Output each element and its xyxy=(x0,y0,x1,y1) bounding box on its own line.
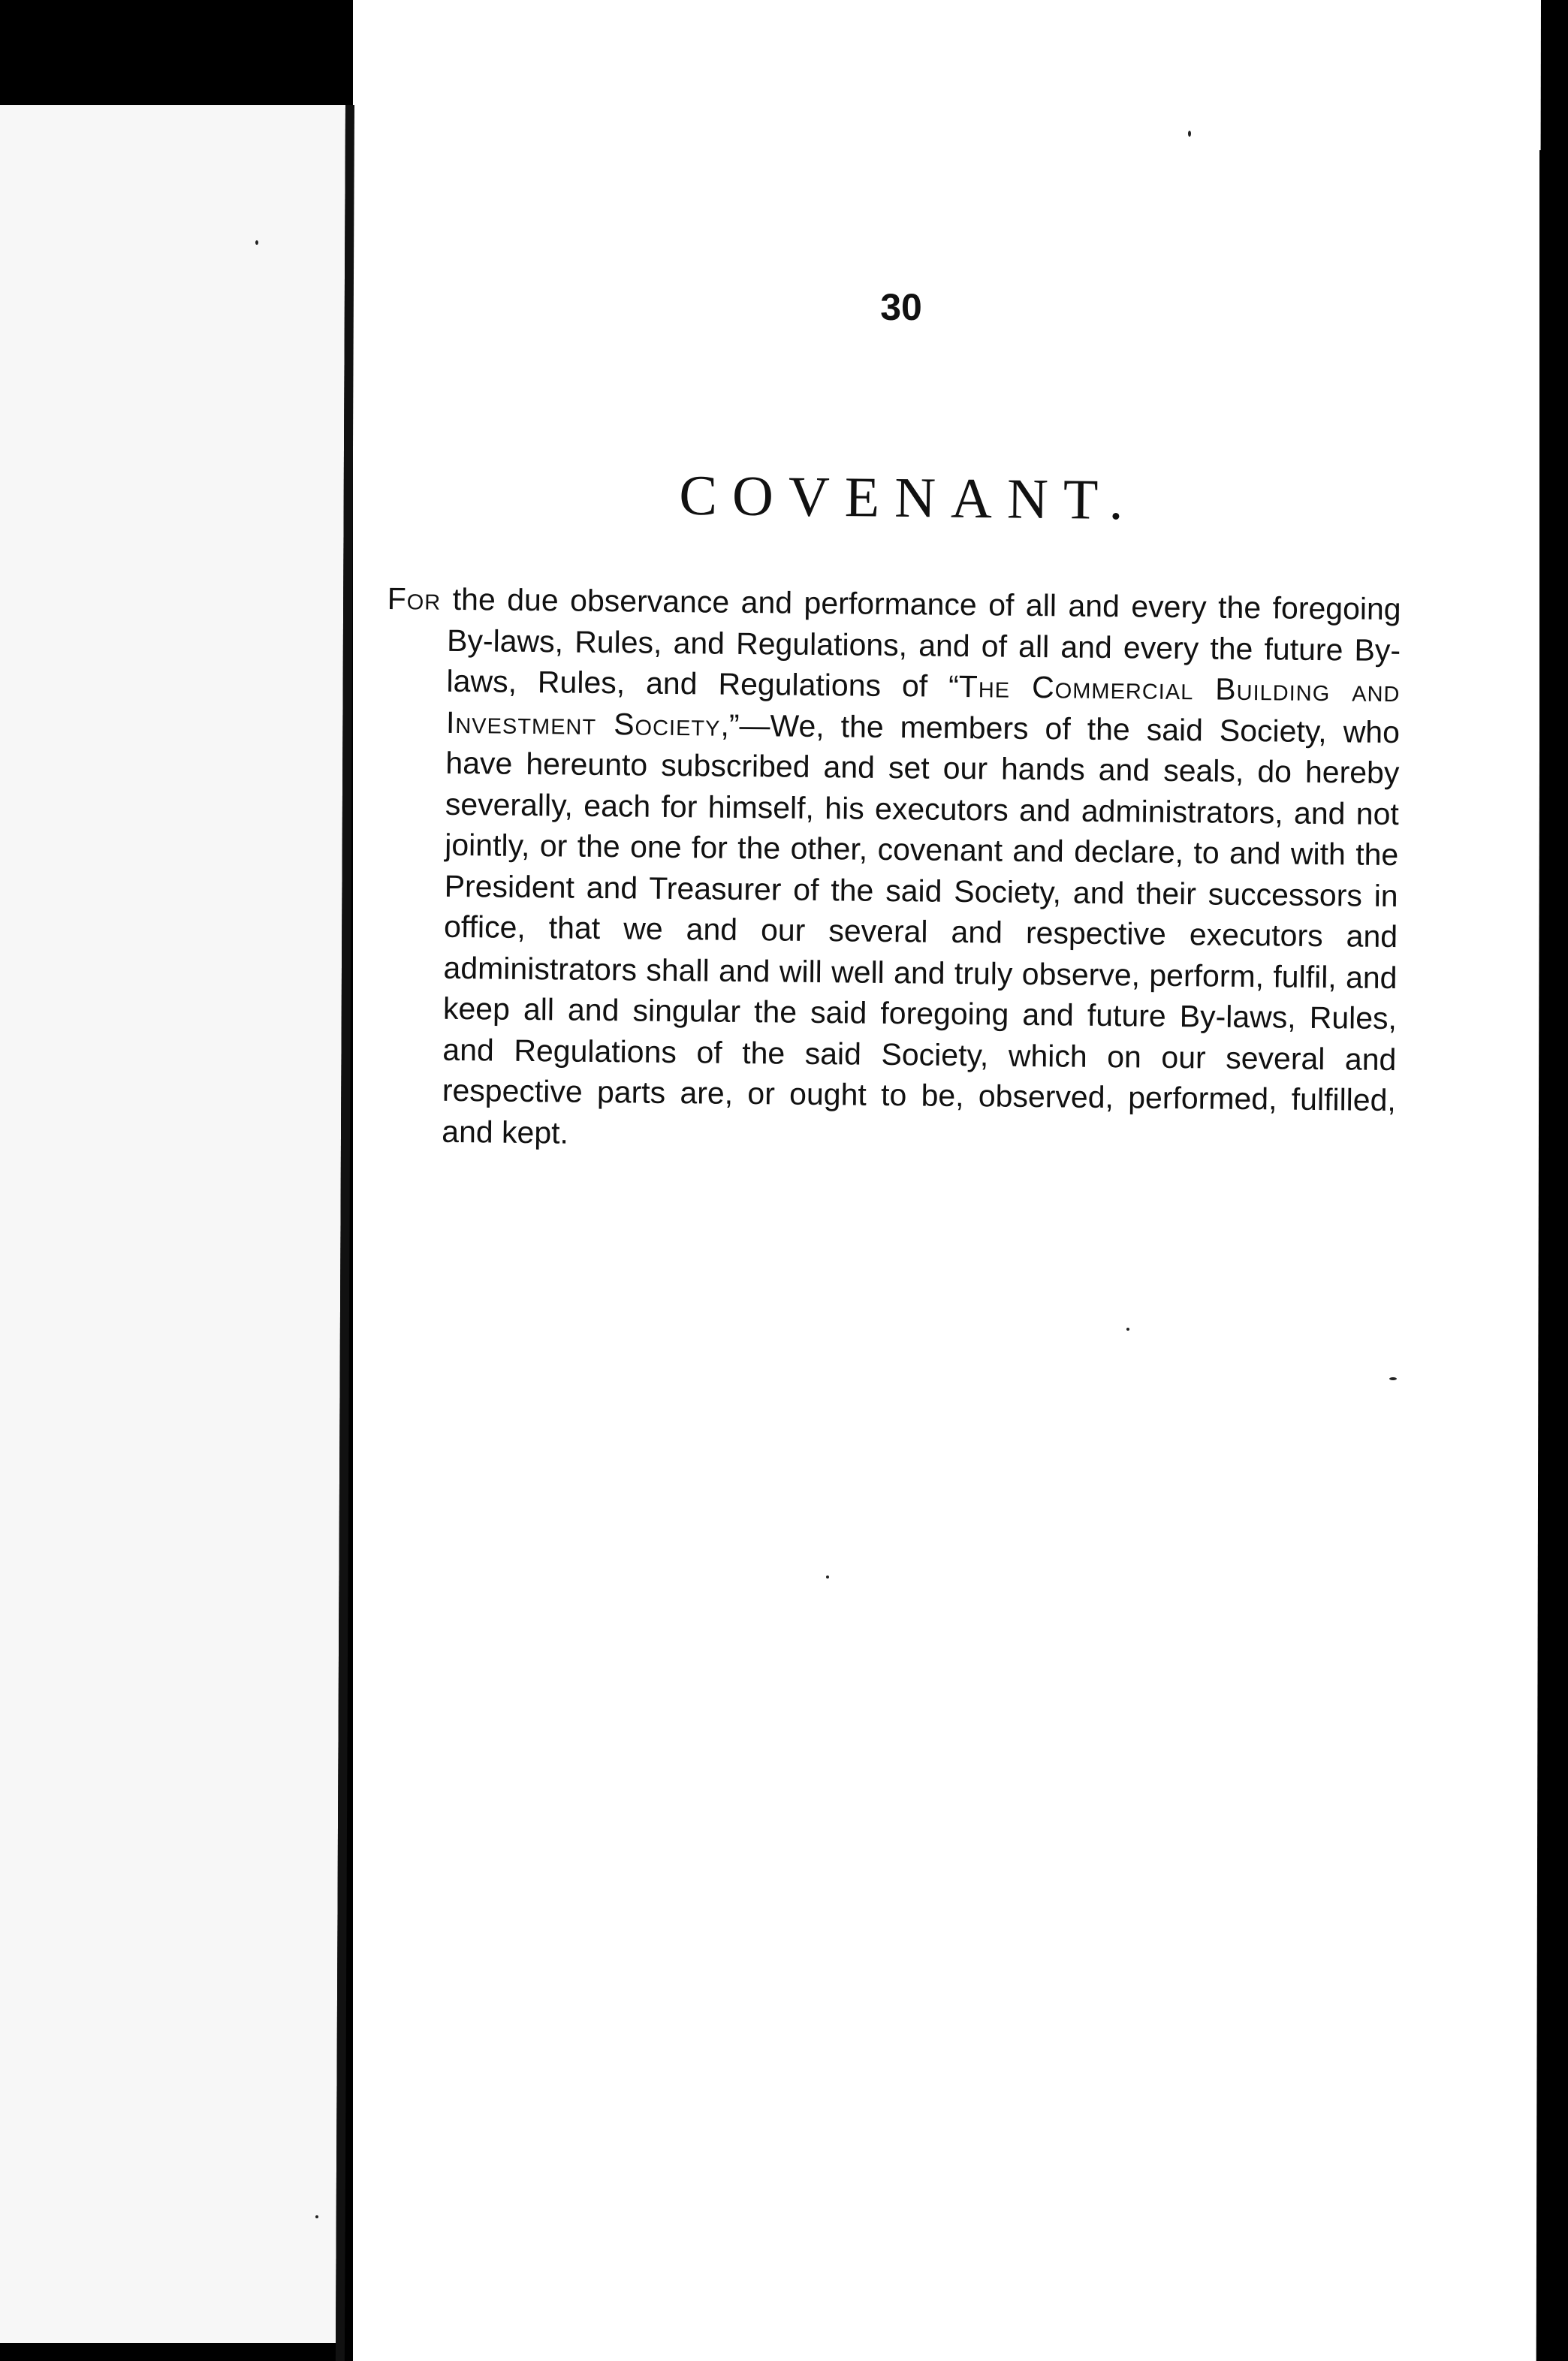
covenant-lead-word: For xyxy=(387,580,442,617)
scan-right-edge xyxy=(1539,150,1568,2361)
scan-speck xyxy=(1389,1377,1397,1380)
covenant-text-part2: ,”—We, the members of the said Society, who have hereunto subscribed and set our hands and seals, do hereby severally, each for himself, his executors and administrators, and not jointly, or the one for the other, covenant and declare, to and with the President and Treasurer of the said Society, and their successors in office, that we and our several and respective executors and administrators shall and will well and truly observe, perform, fulfil, and keep all and singular the said foregoing and future By-laws, Rules, and Regulations of the said Society, which on our several and respective parts are, or ought to be, observed, performed, fulfilled, and kept. xyxy=(442,707,1401,1150)
scan-speck xyxy=(1188,131,1191,137)
society-name: The Commercial Building and Investment Society xyxy=(445,668,1401,743)
covenant-text-part1: the due observance and performance of all and every the foregoing By-laws, Rules, and Regulations, and of all and every the future By-laws, Rules, and Regulations of “ xyxy=(441,581,1401,704)
document-page xyxy=(353,0,1541,2361)
scan-speck xyxy=(826,1576,829,1579)
scan-speck xyxy=(315,2215,318,2218)
page-number: 30 xyxy=(880,286,922,328)
scan-speck xyxy=(1126,1328,1129,1331)
page-title: COVENANT. xyxy=(678,463,1139,532)
covenant-paragraph xyxy=(381,578,1401,1162)
left-facing-page xyxy=(0,105,345,2343)
scan-speck xyxy=(255,240,258,245)
covenant-body xyxy=(381,578,1401,1162)
